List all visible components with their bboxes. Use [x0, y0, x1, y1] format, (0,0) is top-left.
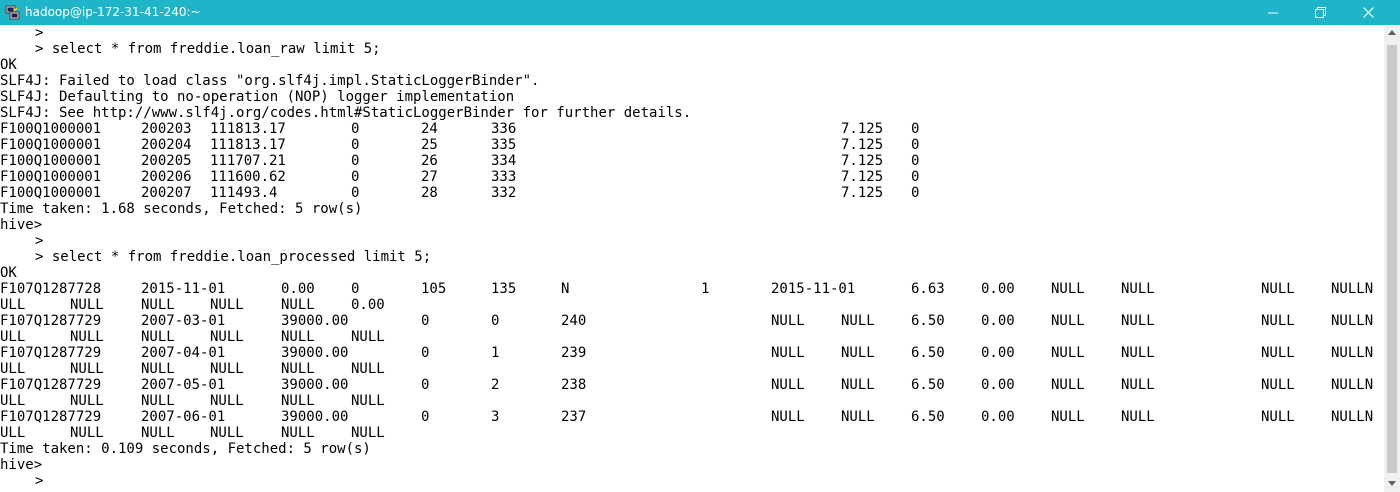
table-row-wrap: ULL NULL NULL NULL NULL NULL: [0, 361, 385, 377]
table-row: F100Q1000001 200203 111813.17 0 24 336 7.125 0: [0, 121, 920, 137]
output-line: OK: [0, 265, 17, 281]
putty-icon: [5, 5, 20, 20]
table-row: F107Q1287729 2007-03-01 39000.00 0 0 240 NULL NULL 6.50 0.00 NULL NULL NULL NULLN: [0, 313, 1374, 329]
scroll-down-icon[interactable]: [1388, 481, 1396, 486]
table-row-wrap: ULL NULL NULL NULL NULL NULL: [0, 425, 385, 441]
minimize-button[interactable]: [1250, 0, 1296, 25]
table-row-wrap: ULL NULL NULL NULL NULL 0.00: [0, 297, 385, 313]
close-icon: [1363, 7, 1374, 18]
vertical-scrollbar[interactable]: [1384, 25, 1400, 492]
close-button[interactable]: [1345, 0, 1391, 25]
output-line: Time taken: 0.109 seconds, Fetched: 5 row(s): [0, 441, 371, 457]
restore-icon: [1315, 7, 1326, 18]
command-line: > select * from freddie.loan_processed limit 5;: [35, 249, 432, 265]
table-row: F107Q1287728 2015-11-01 0.00 0 105 135 N 1 2015-11-01 6.63 0.00 NULL NULL NULL NULLN: [0, 281, 1374, 297]
command-line: > select * from freddie.loan_raw limit 5;: [35, 41, 381, 57]
table-row: F100Q1000001 200206 111600.62 0 27 333 7.125 0: [0, 169, 920, 185]
table-row-wrap: ULL NULL NULL NULL NULL NULL: [0, 393, 385, 409]
output-line: SLF4J: See http://www.slf4j.org/codes.html#StaticLoggerBinder for further details.: [0, 105, 692, 121]
prompt-line: >: [35, 233, 44, 249]
prompt-line: >: [35, 25, 44, 41]
prompt-line: hive>: [0, 217, 43, 233]
output-line: OK: [0, 57, 17, 73]
scroll-up-icon[interactable]: [1388, 30, 1396, 35]
table-row-wrap: ULL NULL NULL NULL NULL NULL: [0, 329, 385, 345]
scrollbar-thumb[interactable]: [1387, 45, 1397, 473]
prompt-line: >: [35, 473, 44, 489]
table-row: F100Q1000001 200204 111813.17 0 25 335 7.125 0: [0, 137, 920, 153]
minimize-icon: [1268, 8, 1278, 18]
table-row: F107Q1287729 2007-06-01 39000.00 0 3 237 NULL NULL 6.50 0.00 NULL NULL NULL NULLN: [0, 409, 1374, 425]
prompt-line: hive>: [0, 457, 43, 473]
output-line: SLF4J: Failed to load class "org.slf4j.impl.StaticLoggerBinder".: [0, 73, 540, 89]
table-row: F100Q1000001 200207 111493.4 0 28 332 7.125 0: [0, 185, 920, 201]
table-row: F107Q1287729 2007-04-01 39000.00 0 1 239 NULL NULL 6.50 0.00 NULL NULL NULL NULLN: [0, 345, 1374, 361]
table-row: F107Q1287729 2007-05-01 39000.00 0 2 238 NULL NULL 6.50 0.00 NULL NULL NULL NULLN: [0, 377, 1374, 393]
output-line: SLF4J: Defaulting to no-operation (NOP) logger implementation: [0, 89, 515, 105]
title-bar[interactable]: [0, 0, 1400, 25]
output-line: Time taken: 1.68 seconds, Fetched: 5 row(s): [0, 201, 363, 217]
restore-button[interactable]: [1297, 0, 1343, 25]
window-title: hadoop@ip-172-31-41-240:~: [25, 5, 201, 19]
table-row: F100Q1000001 200205 111707.21 0 26 334 7.125 0: [0, 153, 920, 169]
terminal-output[interactable]: [0, 25, 1384, 492]
